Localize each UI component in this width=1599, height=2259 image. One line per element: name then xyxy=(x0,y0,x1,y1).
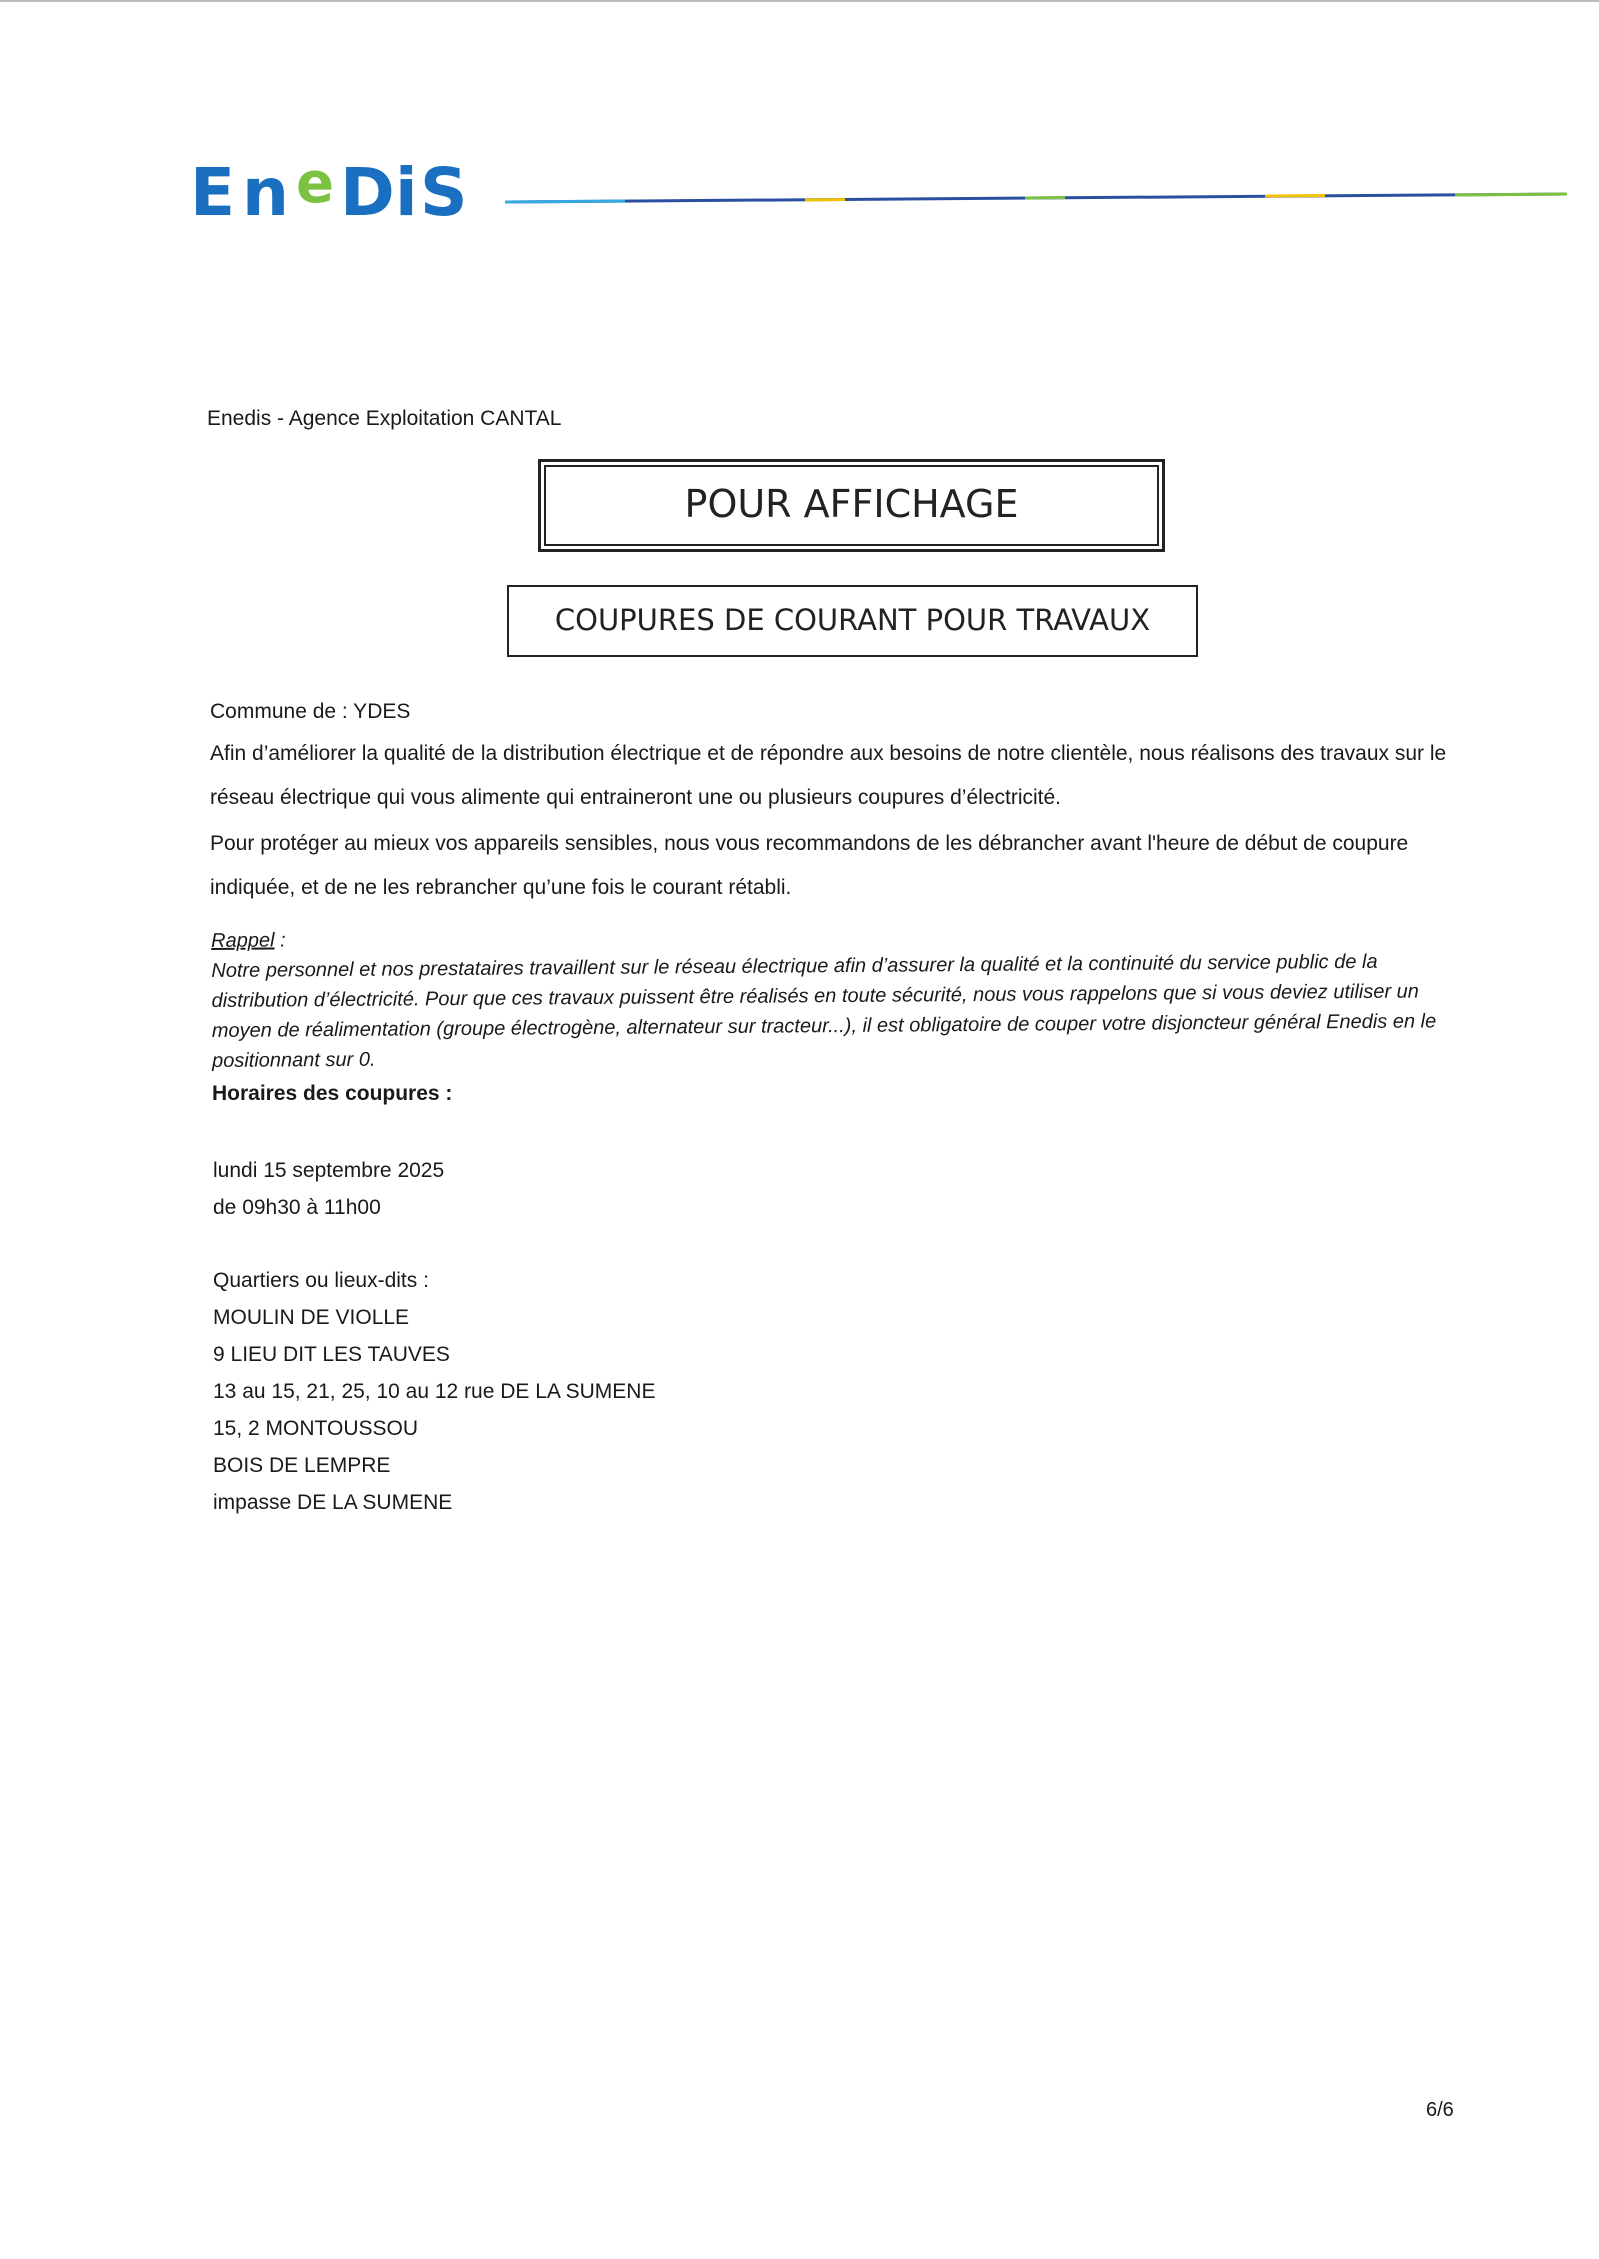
list-item: MOULIN DE VIOLLE xyxy=(213,1306,410,1329)
scan-edge xyxy=(0,0,1599,2)
places-title: Quartiers ou lieux-dits : xyxy=(213,1269,429,1292)
page-number: 6/6 xyxy=(1426,2099,1454,2121)
commune-line: Commune de : YDES xyxy=(210,700,411,723)
enedis-logo xyxy=(190,150,490,230)
intro-paragraph: Afin d’améliorer la qualité de la distribution électrique et de répondre aux besoins de notre clientèle, nous réalisons des travaux sur le réseau électrique qui vous alimente qui entraineront une ou plusieurs coupures d’électricité. xyxy=(210,742,1447,809)
svg-text:i: i xyxy=(395,154,420,230)
advice-paragraph: Pour protéger au mieux vos appareils sensibles, nous vous recommandons de les débrancher avant l'heure de début de coupure indiquée, et de ne les rebrancher qu’une fois le courant rétabli. xyxy=(210,832,1409,899)
header-rule xyxy=(505,188,1567,206)
svg-text:D: D xyxy=(340,154,397,230)
places-list xyxy=(213,1262,655,1521)
letterhead xyxy=(190,150,1570,230)
svg-text:E: E xyxy=(190,154,238,230)
list-item: 9 LIEU DIT LES TAUVES xyxy=(213,1343,450,1366)
list-item: BOIS DE LEMPRE xyxy=(213,1454,391,1477)
reminder-title: Rappel xyxy=(211,929,275,952)
schedule-date: lundi 15 septembre 2025 xyxy=(213,1159,445,1182)
list-item: 13 au 15, 21, 25, 10 au 12 rue DE LA SUMENE xyxy=(213,1380,656,1403)
schedule-heading: Horaires des coupures : xyxy=(212,1082,453,1105)
svg-text:e: e xyxy=(296,151,334,216)
outage-title-box: COUPURES DE COURANT POUR TRAVAUX xyxy=(507,585,1198,657)
reminder-body: Notre personnel et nos prestataires travaillent sur le réseau électrique afin d’assurer la qualité et la continuité du service public de la distribution d’électricité. Pour que ces travaux puissent être réalisés en toute sécurité, nous vous rappelons que si vous deviez utiliser un moyen de réalimentation (groupe électrogène, alternateur sur tracteur...), il est obligatoire de couper votre disjoncteur général Enedis en le positionnant sur 0. xyxy=(211,950,1437,1072)
svg-text:S: S xyxy=(420,154,470,230)
agency-name: Enedis - Agence Exploitation CANTAL xyxy=(207,407,562,430)
display-notice-box: POUR AFFICHAGE xyxy=(538,459,1165,552)
list-item: impasse DE LA SUMENE xyxy=(213,1491,453,1514)
reminder-block xyxy=(211,916,1462,1076)
list-item: 15, 2 MONTOUSSOU xyxy=(213,1417,418,1440)
schedule-time: de 09h30 à 11h00 xyxy=(213,1196,381,1219)
reminder-colon: : xyxy=(274,929,286,952)
svg-text:n: n xyxy=(242,154,291,230)
schedule-list xyxy=(213,1152,444,1226)
